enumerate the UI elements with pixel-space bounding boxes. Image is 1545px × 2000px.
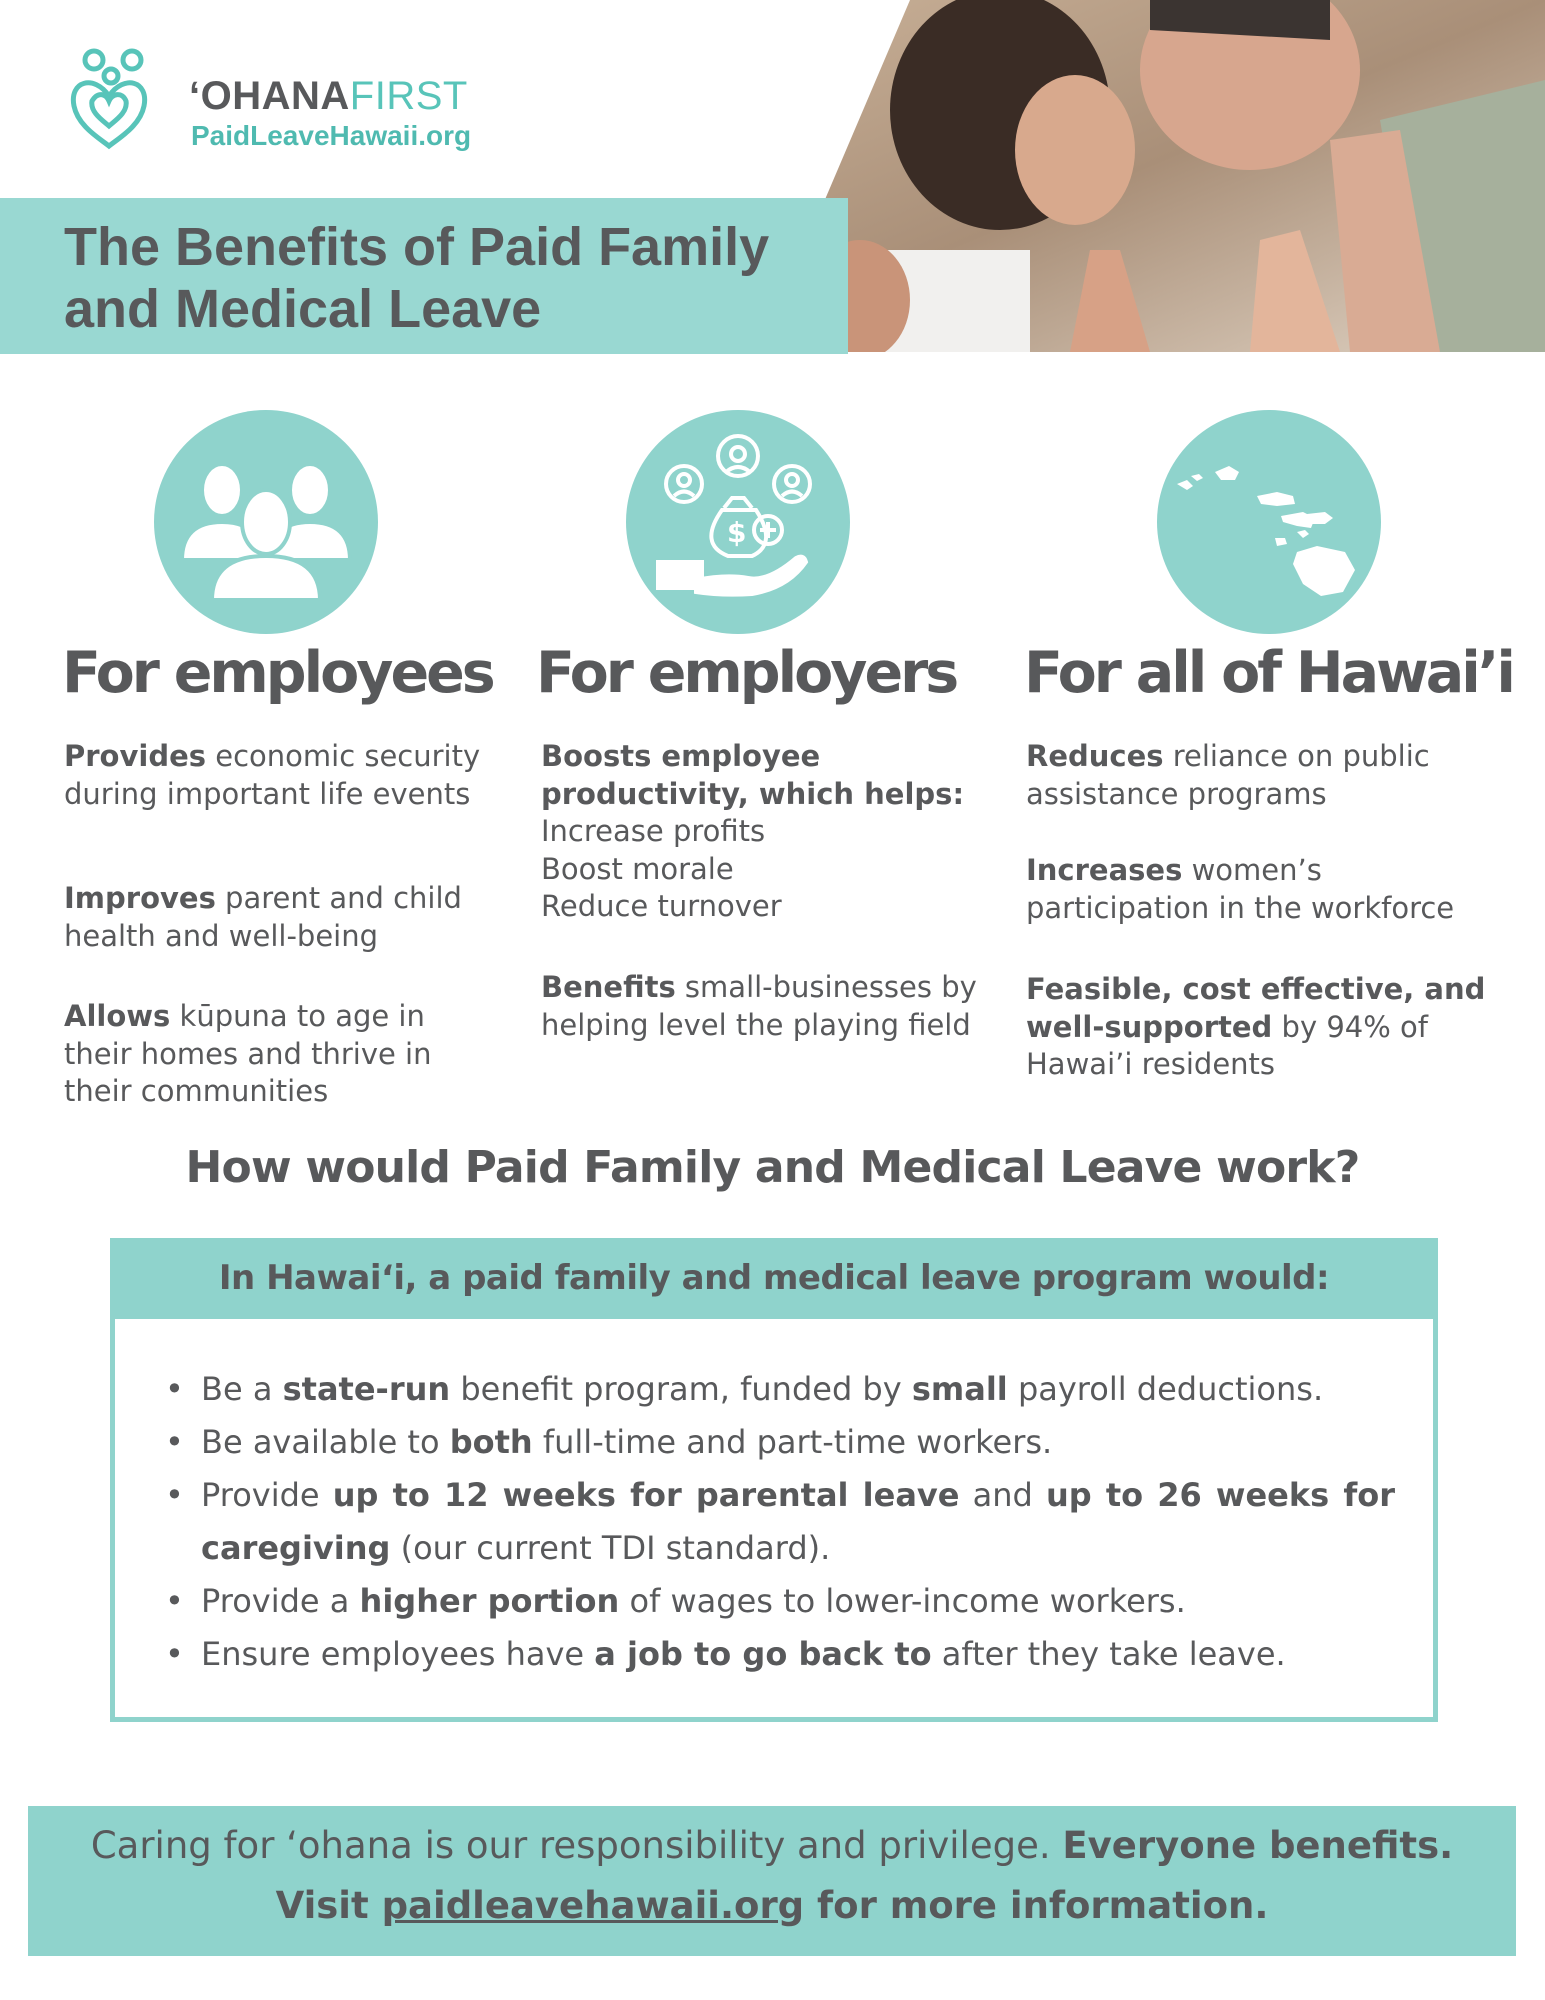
benefit-text: women’s participation in the workforce: [1026, 853, 1455, 925]
item-text: of wages to lower-income workers.: [619, 1582, 1186, 1620]
family-heart-icon: [64, 46, 184, 156]
employees-benefit-1: [64, 738, 484, 813]
item-text: Be available to: [201, 1423, 450, 1461]
benefit-bold: Reduces: [1026, 739, 1164, 773]
item-text: Be a: [201, 1370, 283, 1408]
page-title: The Benefits of Paid Family and Medical Leave: [64, 217, 770, 339]
benefit-text: by 94% of Hawai’i residents: [1026, 1009, 1428, 1081]
item-text: Provide a: [201, 1582, 360, 1620]
item-text: benefit program, funded by: [450, 1370, 912, 1408]
benefit-line: Increase profits: [541, 814, 766, 848]
logo-name-main: ‘OHANA: [189, 74, 350, 118]
bullet-icon: •: [165, 1423, 184, 1461]
list-item: [165, 1469, 1395, 1575]
program-list: [165, 1363, 1395, 1681]
employers-heading: For employers: [536, 640, 957, 706]
footer-band: [28, 1806, 1516, 1956]
item-text: payroll deductions.: [1007, 1370, 1324, 1408]
item-text: full-time and part-time workers.: [532, 1423, 1053, 1461]
item-bold: a job to go back to: [594, 1635, 932, 1673]
ohana-first-logo[interactable]: [64, 46, 484, 156]
employees-benefit-3: [64, 998, 484, 1111]
benefit-bold: Feasible, cost effective, and well-supported: [1026, 972, 1486, 1044]
employers-benefit-1: [541, 738, 981, 926]
hawaii-benefit-3: [1026, 971, 1506, 1084]
benefit-line: Boost morale: [541, 851, 734, 886]
item-bold: small: [911, 1370, 1008, 1408]
item-bold: state-run: [282, 1370, 451, 1408]
tagline-bold: Everyone benefits.: [1062, 1824, 1454, 1867]
benefit-bold: Benefits: [541, 970, 676, 1004]
logo-name-accent: FIRST: [349, 74, 468, 118]
logo-website[interactable]: PaidLeaveHawaii.org: [191, 120, 472, 151]
benefit-text: reliance on public assistance programs: [1026, 739, 1430, 811]
footer-tagline: [28, 1824, 1516, 1867]
item-bold: up to 12 weeks for parental leave: [332, 1476, 960, 1514]
benefit-bold: Allows: [64, 999, 171, 1033]
bullet-icon: •: [165, 1370, 184, 1408]
cta-text: Visit: [275, 1884, 382, 1927]
benefit-text: economic security during important life events: [64, 739, 481, 811]
item-text: after they take leave.: [931, 1635, 1286, 1673]
benefit-bold: Improves: [64, 881, 216, 915]
title-band: [0, 198, 848, 354]
list-item: [165, 1363, 1395, 1416]
money-bag-hand-icon: [626, 410, 850, 634]
benefit-bold: Provides: [64, 739, 207, 773]
program-banner: In Hawai‘i, a paid family and medical leave program would:: [115, 1243, 1433, 1319]
item-text: and: [959, 1476, 1047, 1514]
list-item: [165, 1575, 1395, 1628]
benefit-text: kūpuna to age in their homes and thrive in their communities: [64, 999, 432, 1108]
item-text: Ensure employees have: [201, 1635, 595, 1673]
logo-name: [189, 74, 468, 119]
footer-cta: [28, 1884, 1516, 1927]
website-link[interactable]: paidleavehawaii.org: [381, 1884, 805, 1927]
item-bold: both: [449, 1423, 533, 1461]
hawaii-islands-icon: [1157, 410, 1381, 634]
list-item: [165, 1628, 1395, 1681]
people-group-icon: [154, 410, 378, 634]
item-bold: higher portion: [359, 1582, 620, 1620]
employees-heading: For employees: [62, 640, 493, 706]
employees-benefit-2: [64, 880, 484, 955]
employers-benefit-2: [541, 969, 981, 1044]
item-text: Provide: [201, 1476, 333, 1514]
hawaii-benefit-2: [1026, 852, 1506, 927]
bullet-icon: •: [165, 1476, 184, 1514]
svg-text:$: $: [727, 516, 747, 549]
item-text: (our current TDI standard).: [390, 1529, 831, 1567]
hawaii-heading: For all of Hawai’i: [1024, 640, 1513, 706]
bullet-icon: •: [165, 1635, 184, 1673]
how-heading: How would Paid Family and Medical Leave work?: [185, 1142, 1360, 1193]
bullet-icon: •: [165, 1582, 184, 1620]
hawaii-benefit-1: [1026, 738, 1506, 813]
benefit-bold: Increases: [1026, 853, 1183, 887]
list-item: [165, 1416, 1395, 1469]
benefit-bold: Boosts employee productivity, which helps:: [541, 739, 965, 811]
benefit-text: parent and child health and well-being: [64, 881, 462, 953]
item-bold: up to 26 weeks for caregiving: [201, 1476, 1396, 1567]
cta-text: for more information.: [804, 1884, 1269, 1927]
tagline-text: Caring for ‘ohana is our responsibility and privilege.: [90, 1824, 1063, 1867]
benefit-text: small-businesses by helping level the playing field: [541, 970, 977, 1042]
program-box: [110, 1238, 1438, 1722]
benefit-line: Reduce turnover: [541, 889, 782, 923]
